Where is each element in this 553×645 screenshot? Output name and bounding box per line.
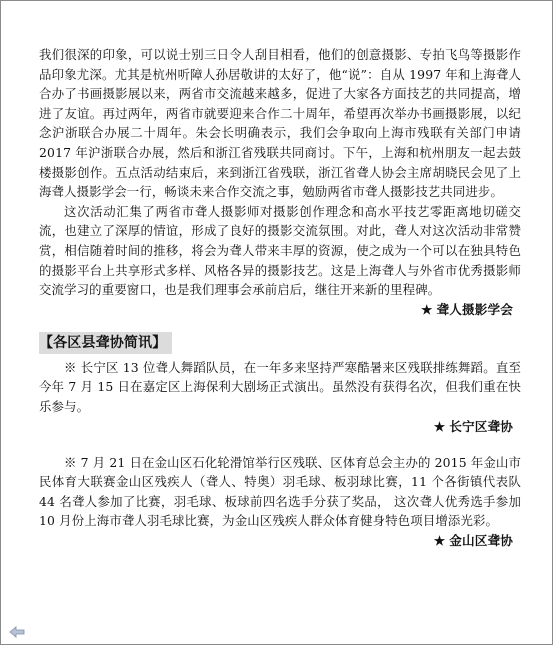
article-signature xyxy=(39,300,521,320)
article-paragraph-2: 这次活动汇集了两省市聋人摄影师对摄影创作理念和高水平技艺零距离地切磋交流，也建立了深厚的情谊，形成了良好的摄影交流氛围。对此，聋人对这次活动非常赞赏，相信随着时间的推移，将会为聋人带来丰厚的资源，使之成为一个可以在独具特色的摄影平台上共享形式多样、风格各异的摄影技艺。这是上海聋人与外省市优秀摄影师交流学习的重要窗口，也是我们理事会承前启后，继往开来新的里程碑。 xyxy=(39,203,521,298)
page-content xyxy=(39,45,521,551)
news-signature-text: 长宁区聋协 xyxy=(449,418,513,434)
star-icon: ★ xyxy=(433,532,446,548)
star-icon: ★ xyxy=(433,418,446,434)
article-signature-text: 聋人摄影学会 xyxy=(436,301,513,317)
star-icon: ★ xyxy=(421,301,433,317)
news-item-jinshan: ※ 7 月 21 日在金山区石化轮滑馆举行区残联、区体育总会主办的 2015 年金山市民体育大联赛金山区残疾人（聋人、特奥）羽毛球、板羽球比赛，11 个各街镇代表队 44 名聋人参加了比赛，羽毛球、板球前四名选手分获了奖品， 这次聋人优秀选手参加 10 月份上海市聋人羽毛球比赛，为金山区残疾人群众体育健身特色项目增添光彩。 xyxy=(39,454,521,529)
news-signature-changning xyxy=(39,417,521,437)
back-arrow-icon[interactable] xyxy=(9,623,25,635)
news-item-changning: ※ 长宁区 13 位聋人舞蹈队员，在一年多来坚持严寒酷暑来区残联排练舞蹈。直至今年 7 月 15 日在嘉定区上海保利大剧场正式演出。虽然没有获得名次，但我们重在快乐参与。 xyxy=(39,359,521,414)
news-signature-text: 金山区聋协 xyxy=(449,532,513,548)
article-paragraph-1: 我们很深的印象，可以说士别三日令人刮目相看，他们的创意摄影、专拍飞鸟等摄影作品印象尤深。尤其是杭州听障人孙居敬讲的太好了，他“说”：自从 1997 年和上海聋人合办了书画摄影展以来，两省市交流越来越多，促进了大家各方面技艺的共同提高，增进了友谊。再过两年，两省市就要迎来合作二十周年，希望再次举办书画摄影展，以纪念沪浙联合办展二十周年。朱会长明确表示，我们会争取向上海市残联有关部门申请 2017 年沪浙联合办展，然后和浙江省残联共同商讨。下午，上海和杭州朋友一起去鼓楼摄影创作。五点活动结束后，来到浙江省残联，浙江省聋人协会主席胡晓民会见了上海聋人摄影学会一行，畅谈未来合作交流之事，勉励两省市聋人摄影技艺共同进步。 xyxy=(39,47,521,200)
news-signature-jinshan xyxy=(39,531,521,551)
section-heading: 【各区县聋协简讯】 xyxy=(39,332,172,354)
